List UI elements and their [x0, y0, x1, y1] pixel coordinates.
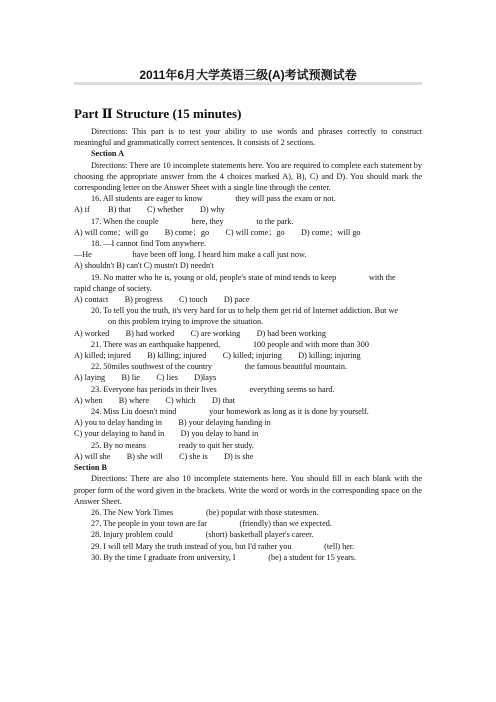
answer-options-line: A) laying B) lie C) lies D)lays — [74, 373, 217, 383]
answer-options-line: C) your delaying to hand in D) you delay to hand in — [74, 429, 259, 439]
question-line: 27. The people in your town are far (friendly) than we expected. — [91, 519, 332, 529]
section-b-questions — [74, 507, 422, 563]
question-line: 29. I will tell Mary the truth instead of you, but I'd rather you (tell) her. — [91, 541, 355, 551]
question-line: 19. No matter who he is, young or old, people's state of mind tends to keep with the — [91, 272, 396, 282]
answer-options-line: A) shouldn't B) can't C) mustn't D) needn't — [74, 261, 214, 271]
question-line: 28. Injury problem could (short) basketball player's career. — [91, 530, 314, 540]
section-b-heading: Section B — [74, 463, 107, 473]
question-line: 21. There was an earthquake happened, 100 people and with more than 300 — [91, 339, 369, 349]
answer-options-line: rapid change of society. — [74, 283, 152, 293]
question-line: 24. Miss Liu doesn't mind your homework as long as it is done by yourself. — [91, 407, 369, 417]
answer-options-line: A) will come；will go B) come；go C) will come；go D) come；will go — [74, 227, 361, 237]
answer-options-line: A) worked B) had worked C) are working D) had been working — [74, 328, 326, 338]
section-a-questions — [74, 193, 422, 462]
answer-options-line: —He have been off long. I heard him make a call just now. — [74, 250, 307, 260]
document-body — [74, 126, 422, 563]
question-line: 17. When the couple here, they to the park. — [91, 216, 294, 226]
section-a-directions: Directions: There are 10 incomplete statements here. You are required to complete each statement by choosing the appropriate answer from the 4 choices marked A), B), C) and D). You should mark the corresponding letter on the Answer Sheet with a single line through the center. — [74, 160, 422, 193]
answer-options-line: A) if B) that C) whether D) why — [74, 205, 225, 215]
question-line: 22. 50miles southwest of the country the famous beautiful mountain. — [91, 362, 348, 372]
question-line: 23. Everyone has periods in their lives everything seems so hard. — [91, 384, 335, 394]
page-title: 2011年6月大学英语三级(A)考试预测试卷 — [139, 68, 357, 82]
section-b-directions: Directions: There are also 10 incomplete statements here. You should fill in each blank with the proper form of the word given in the brackets. Write the word or words in the corresponding space on the Answer Sheet. — [74, 474, 422, 506]
question-line: 26. The New York Times (be) popular with those statesmen. — [91, 507, 319, 517]
title-divider — [74, 82, 422, 85]
question-line: 25. By no means ready to quit her study. — [91, 440, 254, 450]
question-line: 16. All students are eager to know they will pass the exam or not. — [91, 194, 336, 204]
answer-options-line: A) killed; injured B) killing; injured C) killed; injuring D) killing; injuring — [74, 351, 361, 361]
answer-options-line: A) you to delay handing in B) your delaying handing in — [74, 418, 271, 428]
part-heading: Part Ⅱ Structure (15 minutes) — [74, 106, 242, 121]
part-directions: Directions: This part is to test your ability to use words and phrases correctly to construct meaningful and grammatically correct sentences. It consists of 2 sections. — [74, 127, 422, 148]
question-line: 18. —I cannot find Tom anywhere. — [91, 239, 207, 249]
answer-options-line: on this problem trying to improve the situation. — [108, 317, 264, 327]
section-a-heading: Section A — [91, 149, 124, 159]
answer-options-line: A) will she B) she will C) she is D) is she — [74, 451, 254, 461]
question-line: 20. To tell you the truth, it's very hard for us to help them get rid of Internet addiction. But we — [91, 306, 399, 316]
answer-options-line: A) contact B) progress C) touch D) pace — [74, 295, 250, 305]
question-line: 30. By the time I graduate from university, I (be) a student for 15 years. — [91, 552, 357, 562]
answer-options-line: A) when B) where C) which D) that — [74, 395, 235, 405]
